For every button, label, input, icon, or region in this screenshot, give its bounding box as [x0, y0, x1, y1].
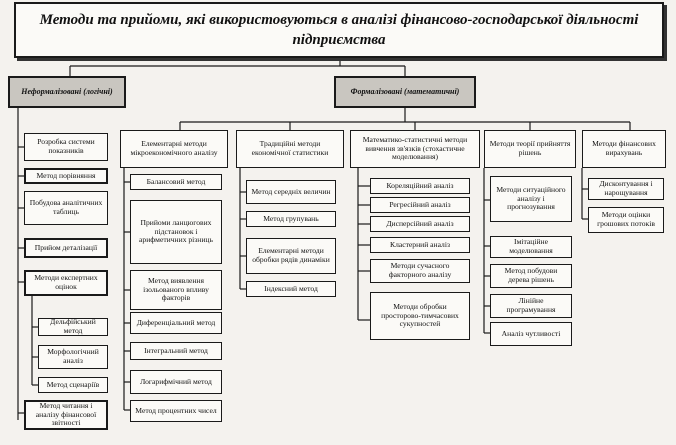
fincalc-item-discounting: Дисконтування і нарощування [588, 178, 664, 200]
expert-subitem-scenarios: Метод сценаріїв [38, 377, 108, 393]
decision-item-decision-tree: Метод побудови дерева рішень [490, 264, 572, 288]
decision-item-linear-programming: Лінійне програмування [490, 294, 572, 318]
micro-item-integral: Інтегральний метод [130, 342, 222, 360]
micro-item-logarithmic: Логарифмічний метод [130, 370, 222, 394]
group-decision-title: Методи теорії прийняття рішень [484, 130, 576, 168]
decision-item-simulation: Імітаційне моделювання [490, 236, 572, 258]
expert-subitem-delphi: Дельфійський метод [38, 318, 108, 336]
group-statistics-title: Традиційні методи економічної статистики [236, 130, 344, 168]
micro-item-chain-substitution: Прийоми ланцюгових підстановок і арифметичних різниць [130, 200, 222, 264]
micro-item-percent-numbers: Метод процентних чисел [130, 400, 222, 422]
decision-item-situational: Методи ситуаційного аналізу і прогнозування [490, 176, 572, 222]
informal-item-comparison: Метод порівняння [24, 168, 108, 184]
stat-item-time-series: Елементарні методи обробки рядів динаміки [246, 238, 336, 274]
micro-item-differential: Диференціальний метод [130, 312, 222, 334]
stoch-item-variance: Дисперсійний аналіз [370, 216, 470, 232]
expert-subitem-morphological: Морфологічний аналіз [38, 345, 108, 369]
stoch-item-regression: Регресійний аналіз [370, 197, 470, 213]
formal-methods-header: Формалізовані (математичні) [334, 76, 476, 108]
informal-item-expert-estimates: Методи експертних оцінок [24, 270, 108, 296]
informal-item-financial-statements: Метод читання і аналізу фінансової звітності [24, 400, 108, 430]
stoch-item-cluster: Кластерний аналіз [370, 237, 470, 253]
informal-item-analytical-tables: Побудова аналітичних таблиць [24, 191, 108, 225]
stoch-item-factor-analysis: Методи сучасного факторного аналізу [370, 259, 470, 283]
diagram-title: Методи та прийоми, які використовуються в аналізі фінансово-господарської діяльності підприємства [14, 2, 664, 58]
stoch-item-correlation: Кореляційний аналіз [370, 178, 470, 194]
group-financial-calc-title: Методи фінансових вирахувань [582, 130, 666, 168]
group-micro-economic-title: Елементарні методи мікроекономічного аналізу [120, 130, 228, 168]
fincalc-item-cash-flows: Методи оцінки грошових потоків [588, 207, 664, 233]
micro-item-isolated-factors: Метод виявлення ізольованого впливу факторів [130, 270, 222, 310]
micro-item-balance: Балансовий метод [130, 174, 222, 190]
decision-item-sensitivity: Аналіз чутливості [490, 322, 572, 346]
informal-item-indicator-system: Розробка системи показників [24, 133, 108, 161]
informal-methods-header: Неформалізовані (логічні) [8, 76, 126, 108]
stat-item-grouping: Метод групувань [246, 211, 336, 227]
group-stochastic-title: Математико-статистичні методи вивчення зв'язків (стохастичне моделювання) [350, 130, 480, 168]
stoch-item-spatiotemporal: Методи обробки просторово-тимчасових сукупностей [370, 292, 470, 340]
stat-item-averages: Метод середніх величин [246, 180, 336, 204]
informal-item-detailing: Прийом деталізації [24, 238, 108, 258]
stat-item-index: Індексний метод [246, 281, 336, 297]
